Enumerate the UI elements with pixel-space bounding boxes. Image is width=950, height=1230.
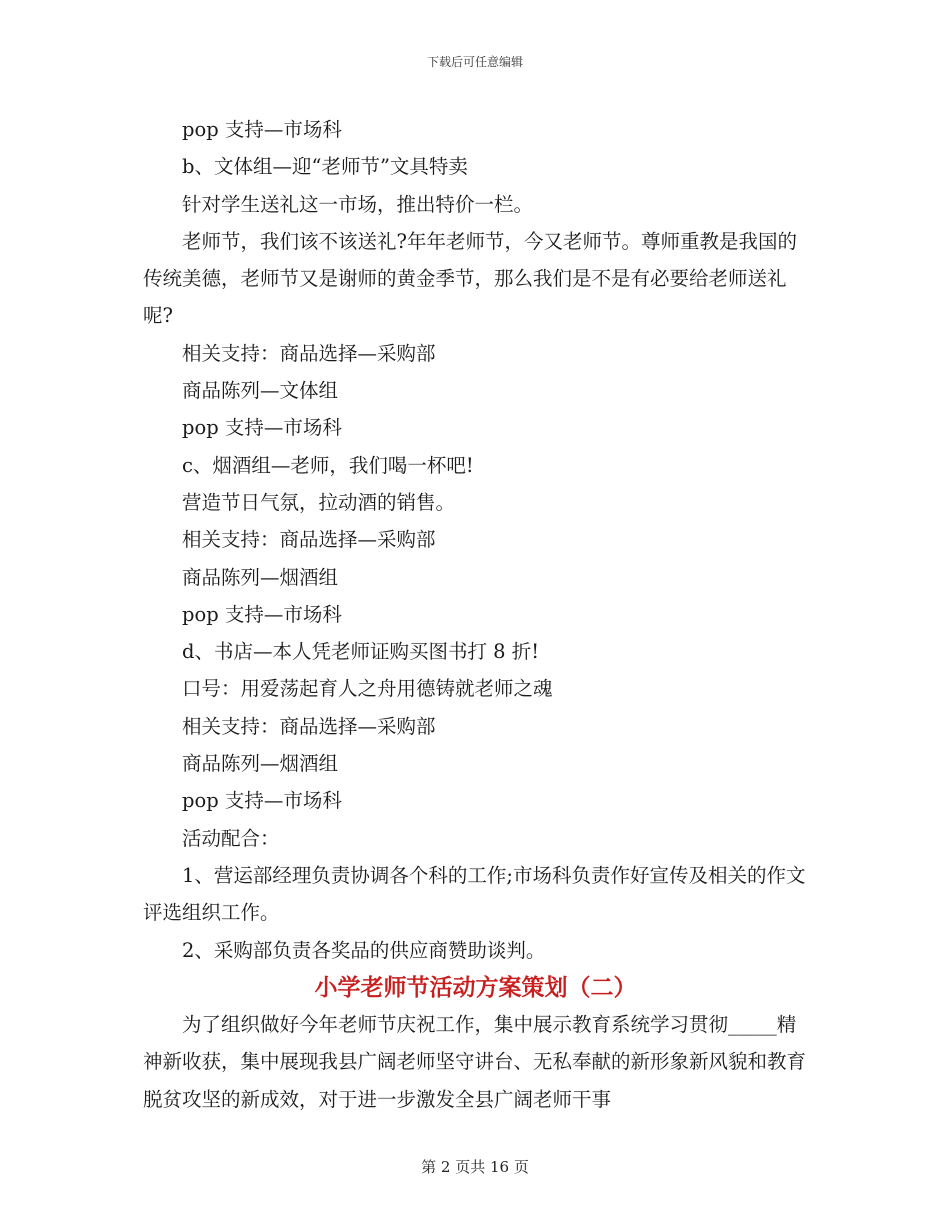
paragraph: pop 支持—市场科 <box>182 602 342 626</box>
paragraph: d、书店—本人凭老师证购买图书打 8 折! <box>182 640 540 664</box>
paragraph: 商品陈列—烟酒组 <box>182 752 339 776</box>
paragraph: b、文体组—迎“老师节”文具特卖 <box>182 155 468 179</box>
paragraph: 商品陈列—文体组 <box>182 379 339 403</box>
paragraph: 口号：用爱荡起育人之舟用德铸就老师之魂 <box>182 677 553 701</box>
paragraph: 活动配合： <box>182 826 280 850</box>
page-footer: 第 2 页共 16 页 <box>421 1158 529 1176</box>
page-header: 下载后可任意编辑 <box>426 55 523 69</box>
paragraph: pop 支持—市场科 <box>182 416 342 440</box>
document-body <box>143 111 808 1118</box>
paragraphs-after-title <box>143 1006 808 1118</box>
paragraph: 相关支持：商品选择—采购部 <box>182 714 436 738</box>
paragraph: c、烟酒组—老师，我们喝一杯吧! <box>182 453 474 477</box>
paragraph: 为了组织做好今年老师节庆祝工作，集中展示教育系统学习贯彻_____精神新收获，集中展现我县广阔老师坚守讲台、无私奉献的新形象新风貌和教育脱贫攻坚的新成效，对于进一步激发全县广阔老师干事 <box>143 1013 807 1111</box>
paragraph: 营造节日气氛，拉动酒的销售。 <box>182 490 456 514</box>
paragraph: 1、营运部经理负责协调各个科的工作;市场科负责作好宣传及相关的作文评选组织工作。 <box>143 863 806 925</box>
paragraph: pop 支持—市场科 <box>182 118 342 141</box>
paragraph: 老师节，我们该不该送礼?年年老师节，今又老师节。尊师重教是我国的传统美德，老师节又是谢师的黄金季节，那么我们是不是有必要给老师送礼呢? <box>143 229 797 328</box>
paragraphs-before-title <box>143 111 808 969</box>
paragraph: 商品陈列—烟酒组 <box>182 565 339 589</box>
section-title: 小学老师节活动方案策划（二） <box>314 973 637 1001</box>
paragraph: 2、采购部负责各奖品的供应商赞助谈判。 <box>182 938 546 962</box>
paragraph: 相关支持：商品选择—采购部 <box>182 528 436 552</box>
paragraph: 针对学生送礼这一市场，推出特价一栏。 <box>182 192 534 216</box>
paragraph: pop 支持—市场科 <box>182 789 342 813</box>
paragraph: 相关支持：商品选择—采购部 <box>182 341 436 365</box>
